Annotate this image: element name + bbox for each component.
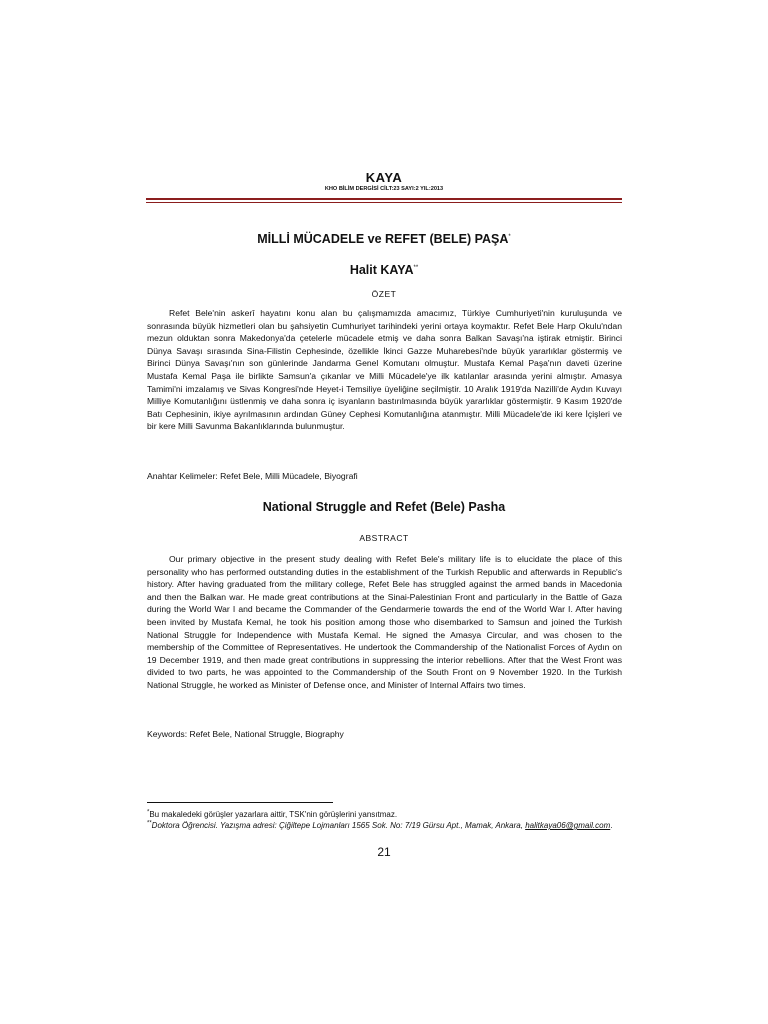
ozet-heading: ÖZET [371, 289, 397, 299]
article-title [0, 232, 768, 246]
author-name [0, 263, 768, 277]
page-number: 21 [377, 845, 391, 859]
journal-info: KHO BİLİM DERGİSİ CİLT:23 SAYI:2 YIL:2013 [324, 186, 444, 192]
journal-name: KAYA [365, 170, 403, 185]
abstract-heading: ABSTRACT [359, 533, 409, 543]
title-footnote-mark: * [508, 233, 511, 240]
footnote-1 [147, 809, 627, 820]
author-email-link[interactable]: halitkaya06@gmail.com [525, 821, 611, 830]
footnote-2-text: Doktora Öğrencisi. Yazışma adresi: Çiğiltepe Lojmanları 1565 Sok. No: 7/19 Gürsu Apt., Mamak, Ankara, [151, 821, 523, 830]
footnote-2-end: . [610, 821, 613, 830]
english-title: National Struggle and Refet (Bele) Pasha [262, 500, 506, 514]
footnote-1-text: Bu makaledeki görüşler yazarlara aittir, TSK'nin görüşlerini yansıtmaz. [149, 810, 398, 819]
header-rule-thick [146, 198, 622, 200]
footnote-1-mark: * [147, 809, 150, 816]
turkish-keywords: Anahtar Kelimeler: Refet Bele, Milli Mücadele, Biyografi [147, 471, 358, 481]
article-title-text: MİLLİ MÜCADELE ve REFET (BELE) PAŞA [257, 232, 509, 246]
english-keywords: Keywords: Refet Bele, National Struggle, Biography [147, 729, 344, 739]
author-name-text: Halit KAYA [349, 263, 414, 277]
footnote-2-mark: ** [147, 820, 152, 827]
abstract-paragraph: Our primary objective in the present study dealing with Refet Bele's military life is to elucidate the place of this personality who has performed outstanding duties in the establishment of the Turkish Republic and afterwards in Republic's history. After having graduated from the military college, Refet Bele has struggled against the armed bands in Macedonia and then the Balkan war. He made great contributions at the Sinai-Palestinian Front and particularly in the Battle of Gaza during the World War I and became the Commander of the Gendarmerie towards the end of the World War I. After having been invited by Mustafa Kemal, he took his position among those who disembarked to Samsun and joined the Turkish National Struggle for Independence with Mustafa Kemal. He signed the Amasya Circular, and was chosen to the membership of the Committee of Representatives. He undertook the Commandership of the Nationalist Forces of Aydın on 19 December 1919, and then made great contributions in suppressing the interior rebellions. After that the West Front was divided to two parts, he was appointed to the Commandership of the South Front on 9 November 1920. In the Turkish National Struggle, he worked as Minister of Defense once, and Minister of Internal Affairs two times. [147, 554, 622, 690]
author-footnote-mark: ** [413, 264, 419, 271]
header-rule-thin [146, 202, 622, 203]
footnote-2 [147, 820, 627, 831]
ozet-paragraph: Refet Bele'nin askerî hayatını konu alan bu çalışmamızda amacımız, Türkiye Cumhuriyeti'nin kuruluşunda ve sonrasında büyük hizmetleri olan bu şahsiyetin Cumhuriyet tarihindeki yerini ortaya koymaktır. Refet Bele Harp Okulu'ndan mezun olduktan sonra Makedonya'da çetelerle mücadele etmiş ve daha sonra Balkan Savaşı'na iştirak etmiştir. Birinci Dünya Savaşı sırasında Sina-Filistin Cephesinde, özellikle İkinci Gazze Muharebesi'nde büyük yararlıklar göstermiş ve Birinci Dünya Savaşı'nın son günlerinde Jandarma Genel Komutanı olmuştur. Mustafa Kemal Paşa'nın daveti üzerine Mustafa Kemal Paşa ile birlikte Samsun'a çıkanlar ve Milli Mücadele'ye ilk katılanlar arasında yerini almıştır. Amasya Tamimi'ni imzalamış ve Sivas Kongresi'nde Heyet-i Temsiliye üyeliğine seçilmiştir. 10 Aralık 1919'da Nazilli'de Aydın Kuvayı Milliye Komutanlığını üstlenmiş ve daha sonra iç isyanların bastırılmasında büyük yararlıklar göstermiştir. 9 Kasım 1920'de Batı Cephesinin, ikiye ayrılmasının ardından Güney Cephesi Komutanlığına atanmıştır. Milli Mücadele'de iki kere İçişleri ve bir kere Milli Savunma Bakanlıklarında bulunmuştur. [147, 308, 622, 432]
footnote-separator [147, 802, 333, 803]
